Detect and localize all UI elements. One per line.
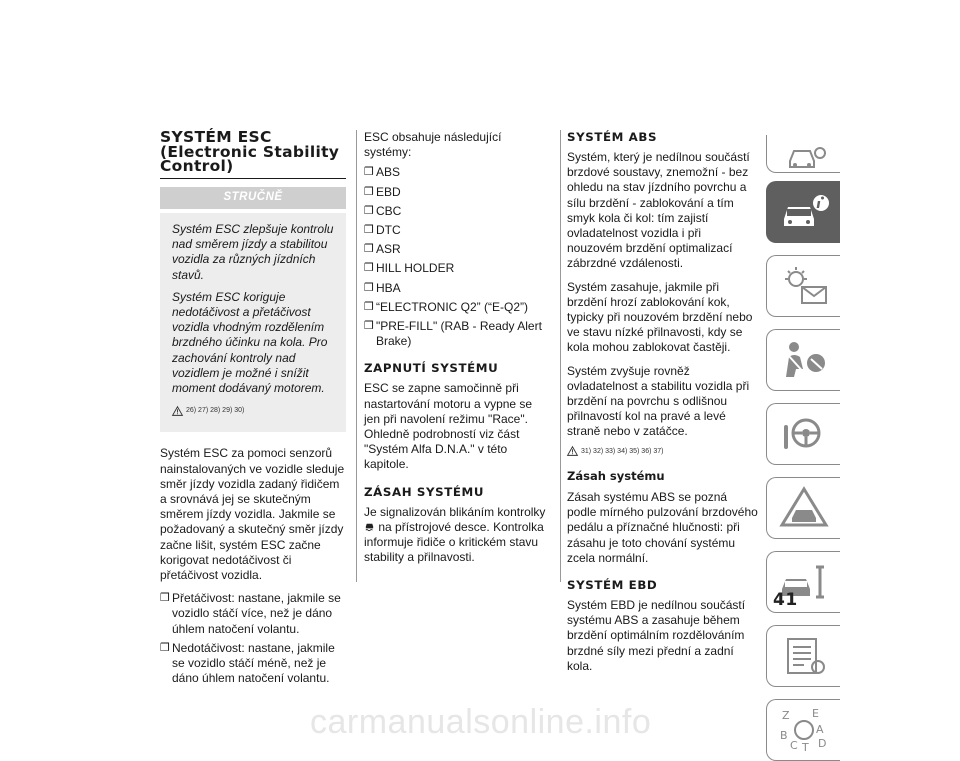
tab-technical-data[interactable] xyxy=(766,625,840,687)
bullet-marker: ❒ xyxy=(364,281,374,294)
list-item-text: DTC xyxy=(376,223,401,238)
activation-heading: ZAPNUTÍ SYSTÉMU xyxy=(364,361,499,376)
breakdown-triangle-icon xyxy=(776,485,832,531)
car-info-icon xyxy=(776,189,832,235)
tab-warning-lights[interactable] xyxy=(766,255,840,317)
steering-wheel-icon xyxy=(776,411,832,457)
ebd-text: Systém EBD je nedílnou součástí systému ABS a zasahuje během brzdění optimálním rozdělováním brzdné síly mezi přední a zadní kola. xyxy=(567,598,746,673)
car-dashboard-icon xyxy=(776,131,832,177)
bullet-marker: ❒ xyxy=(160,592,170,605)
abs-paragraph: Systém zvyšuje rovněž ovladatelnost a stabilitu vozidla při brzdění na povrchu s odlišnou přilnavostí kol na pravé a levé straně nebo v zatáčce. xyxy=(567,363,750,439)
column-middle xyxy=(364,130,550,573)
bullet-marker: ❒ xyxy=(364,204,374,217)
seatbelt-airbag-icon xyxy=(776,337,832,383)
warning-triangle-icon xyxy=(567,446,578,456)
abs-warning-refs xyxy=(567,444,759,459)
list-item xyxy=(364,242,550,257)
bullet-marker: ❒ xyxy=(364,300,374,313)
intervention-text-end: na přístrojové desce. Kontrolka informuje řidiče o kritickém stavu stability a přilnavosti. xyxy=(364,519,544,565)
index-letter: E xyxy=(811,707,819,720)
intervention-text-start: Je signalizován blikáním kontrolky xyxy=(364,504,546,519)
list-item-text: "PRE-FILL" (RAB - Ready Alert Brake) xyxy=(376,319,542,349)
abs-paragraph: Systém, který je nedílnou součástí brzdové soustavy, znemožní - bez ohledu na stav jízdního povrchu a sílu brzdění - zablokování a tím smyk kola či kol: tím zajistí ovladatelnost vozidla i při nouzovém brzdění optimalizací zábrzdné vzdálenosti. xyxy=(567,150,750,271)
list-item xyxy=(364,261,550,276)
body-paragraph: Systém ESC za pomoci senzorů nainstalovaných ve vozidle sleduje směr jízdy vozidla zadaný řidičem a srovnává jej se skutečným směrem jízdy vozidla. Jakmile se požadovaný a skutečný směr jízdy začne lišit, systém ESC začne korigovat nedotáčivost či přetáčivost vozidla. xyxy=(160,446,345,583)
column-divider xyxy=(560,130,561,582)
bullet-marker: ❒ xyxy=(364,224,374,237)
watermark: carmanualsonline.info xyxy=(310,703,652,741)
intervention-heading: ZÁSAH SYSTÉMU xyxy=(364,484,485,499)
list-item-text: ABS xyxy=(376,165,401,180)
ebd-heading: SYSTÉM EBD xyxy=(567,578,658,593)
abs-paragraph: Systém zasahuje, jakmile při brzdění hrozí zablokování kok, typicky při nouzovém brzdění nebo ve stavu nízké přilnavosti, kdy se kola mohou zablokovat častěji. xyxy=(567,279,753,355)
list-item-text: CBC xyxy=(376,203,402,218)
column-left xyxy=(160,130,346,690)
list-item xyxy=(364,281,550,296)
abs-intervention-text: Zásah systému ABS se pozná podle mírného pulzování brzdového pedálu a příznačné hlučnosti: při zásahu je toto chování systému zcela normální. xyxy=(567,490,758,565)
tab-safety[interactable] xyxy=(766,329,840,391)
systems-intro: ESC obsahuje následující systémy: xyxy=(364,130,502,160)
section-title-esc: SYSTÉM ESC (Electronic Stability Control) xyxy=(160,128,340,175)
warning-refs-text: 31) 32) 33) 34) 35) 36) 37) xyxy=(581,447,664,455)
column-right xyxy=(567,130,759,682)
list-item xyxy=(364,204,550,219)
summary-paragraph: Systém ESC koriguje nedotáčivost a přetáčivost vozidla vhodným rozdělením brzdného účinku na kola. Pro zachování kontroly nad vozidlem je možné i snížit moment dodávaný motorem. xyxy=(172,289,328,396)
summary-header xyxy=(160,187,346,209)
activation-text: ESC se zapne samočinně při nastartování motoru a vypne se jen při navolení režimu "Race". Ohledně podrobností viz část "Systém Alfa D.N.A." v této kapitole. xyxy=(364,381,533,472)
list-item xyxy=(364,165,550,180)
index-letter: D xyxy=(817,737,826,750)
abs-intervention-heading: Zásah systému xyxy=(567,468,665,483)
abs-heading: SYSTÉM ABS xyxy=(567,130,658,144)
list-item-text: HBA xyxy=(376,280,401,295)
tab-index[interactable] xyxy=(766,699,840,761)
column-divider xyxy=(356,130,357,582)
tab-dashboard[interactable] xyxy=(766,135,840,173)
bullet-marker: ❒ xyxy=(364,262,374,275)
alphabetical-index-icon xyxy=(776,707,832,753)
index-letter: B xyxy=(779,729,788,742)
warning-refs-text: 26) 27) 28) 29) 30) xyxy=(186,407,245,415)
index-letter: Z xyxy=(781,709,790,722)
page-number: 41 xyxy=(773,590,798,610)
bullet-marker: ❒ xyxy=(160,641,170,654)
tab-car-info[interactable] xyxy=(766,181,840,243)
list-item-text: Přetáčivost: nastane, jakmile se vozidlo stáčí více, než je dáno úhlem natočení volantu. xyxy=(172,591,341,636)
list-item-text: HILL HOLDER xyxy=(376,261,455,276)
index-letter: T xyxy=(801,741,809,754)
tab-driving[interactable] xyxy=(766,403,840,465)
warning-light-envelope-icon xyxy=(776,263,832,309)
index-letter: C xyxy=(789,739,798,752)
list-item-text: Nedotáčivost: nastane, jakmile se vozidlo stáčí méně, než je dáno úhlem natočení volantu. xyxy=(172,640,335,686)
intervention-text xyxy=(364,505,550,566)
technical-data-icon xyxy=(776,633,832,679)
bullet-marker: ❒ xyxy=(364,166,374,179)
bullet-marker: ❒ xyxy=(364,320,374,333)
summary-heading: STRUČNĚ xyxy=(223,191,283,203)
summary-warning-refs xyxy=(172,403,334,418)
list-item xyxy=(364,223,550,238)
list-item-text: ASR xyxy=(376,242,401,257)
warning-triangle-icon xyxy=(172,406,183,416)
bullet-marker: ❒ xyxy=(364,243,374,256)
list-item-text: EBD xyxy=(376,184,401,199)
list-item xyxy=(364,300,550,315)
index-letter: A xyxy=(815,723,824,736)
list-item-text: “ELECTRONIC Q2” (“E-Q2”) xyxy=(376,299,529,314)
esc-warning-light-icon xyxy=(364,521,375,532)
list-item xyxy=(364,319,550,349)
tab-emergency[interactable] xyxy=(766,477,840,539)
list-item xyxy=(160,591,346,637)
list-item xyxy=(160,641,346,687)
bullet-marker: ❒ xyxy=(364,185,374,198)
list-item xyxy=(364,185,550,200)
summary-box xyxy=(160,191,346,432)
summary-paragraph: Systém ESC zlepšuje kontrolu nad směrem jízdy a stabilitou vozidla za různých jízdních stavů. xyxy=(172,222,334,282)
title-underline xyxy=(160,178,346,180)
